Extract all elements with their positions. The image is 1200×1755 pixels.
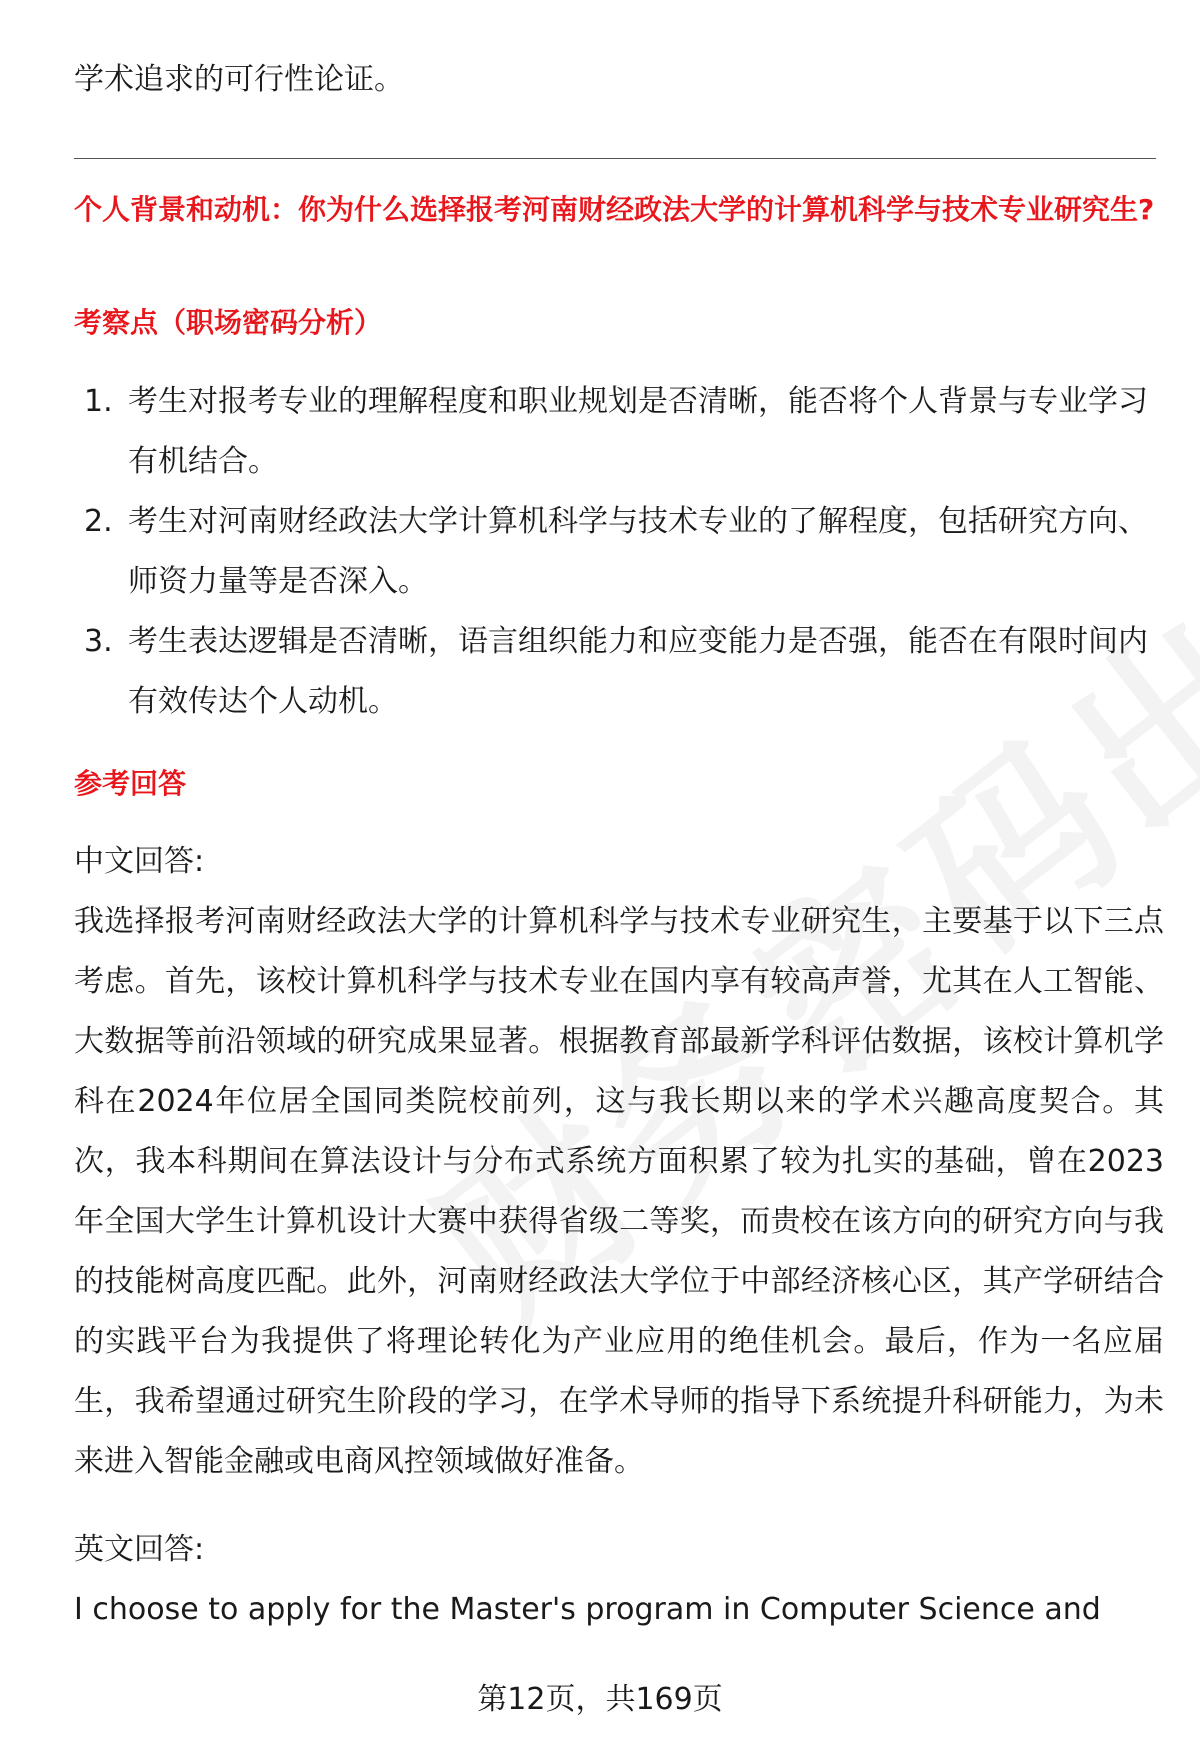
- kaochadian-list: [74, 372, 1164, 732]
- chinese-answer-label: 中文回答:: [74, 844, 205, 879]
- list-item-number: 2.: [84, 504, 113, 539]
- chinese-answer-text: 我选择报考河南财经政法大学的计算机科学与技术专业研究生，主要基于以下三点考虑。首先，该校计算机科学与技术专业在国内享有较高声誉，尤其在人工智能、大数据等前沿领域的研究成果显著。根据教育部最新学科评估数据，该校计算机学科在2024年位居全国同类院校前列，这与我长期以来的学术兴趣高度契合。其次，我本科期间在算法设计与分布式系统方面积累了较为扎实的基础，曾在2023年全国大学生计算机设计大赛中获得省级二等奖，而贵校在该方向的研究方向与我的技能树高度匹配。此外，河南财经政法大学位于中部经济核心区，其产学研结合的实践平台为我提供了将理论转化为产业应用的绝佳机会。最后，作为一名应届生，我希望通过研究生阶段的学习，在学术导师的指导下系统提升科研能力，为未来进入智能金融或电商风控领域做好准备。: [74, 904, 1164, 1479]
- kaochadian-heading: 考察点（职场密码分析）: [74, 306, 383, 339]
- english-answer-label: 英文回答:: [74, 1532, 205, 1567]
- list-item-number: 3.: [84, 624, 113, 659]
- section-divider: [74, 158, 1156, 159]
- list-item-text: 考生对河南财经政法大学计算机科学与技术专业的了解程度，包括研究方向、师资力量等是否深入。: [128, 504, 1148, 599]
- page-number: 第12页，共169页: [477, 1682, 723, 1717]
- list-item-text: 考生表达逻辑是否清晰，语言组织能力和应变能力是否强，能否在有限时间内有效传达个人动机。: [128, 624, 1148, 719]
- continued-text: 学术追求的可行性论证。: [74, 62, 404, 97]
- list-item: [74, 612, 1164, 732]
- list-item-text: 考生对报考专业的理解程度和职业规划是否清晰，能否将个人背景与专业学习有机结合。: [128, 384, 1148, 479]
- list-item: [74, 372, 1164, 492]
- list-item-number: 1.: [84, 384, 113, 419]
- reference-heading: 参考回答: [74, 767, 187, 800]
- question-heading: 个人背景和动机：你为什么选择报考河南财经政法大学的计算机科学与技术专业研究生?: [74, 193, 1155, 226]
- list-item: [74, 492, 1164, 612]
- english-answer-text: I choose to apply for the Master's program in Computer Science and: [74, 1592, 1101, 1627]
